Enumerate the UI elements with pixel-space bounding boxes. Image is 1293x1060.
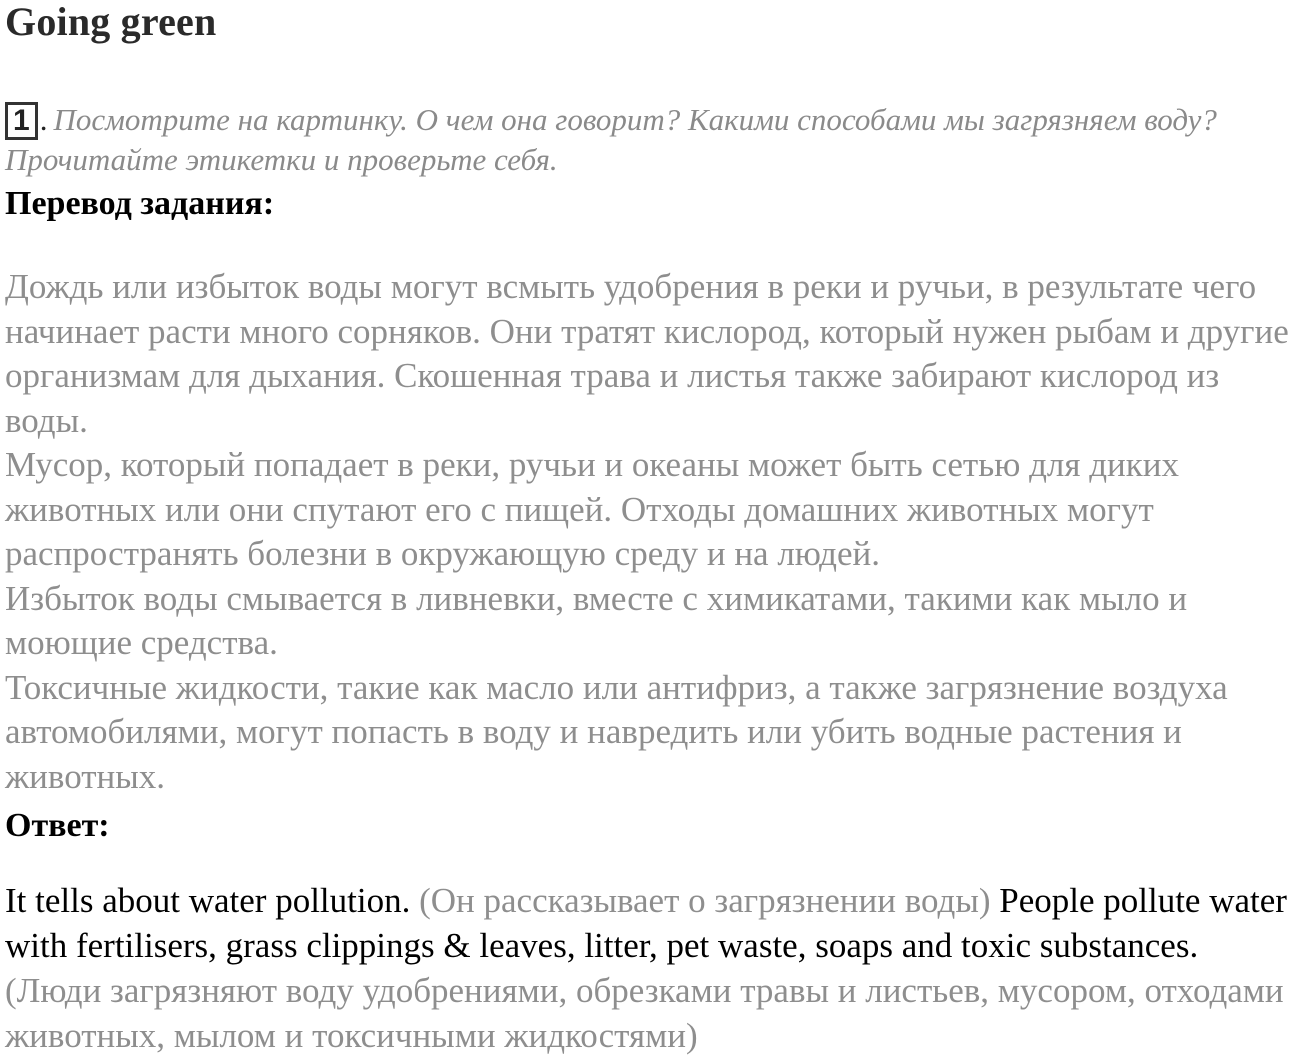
translation-paragraph: Токсичные жидкости, такие как масло или антифриз, а также загрязнение воздуха автомобилями, могут попасть в воду и навредить или убить водные растения и животных. [5,667,1228,796]
task-instruction [5,100,1285,180]
translation-paragraph: Мусор, который попадает в реки, ручьи и океаны может быть сетью для диких животных или они спутают его с пищей. Отходы домашних животных могут распространять болезни в окружающую среду и на людей. [5,445,1179,573]
answer-russian-1: (Он рассказывает о загрязнении воды) [419,881,1000,920]
translation-heading: Перевод задания: [5,185,275,222]
page-title: Going green [5,0,217,44]
task-text: Посмотрите на картинку. О чем она говорит? Какими способами мы загрязняем воду? Прочитайте этикетки и проверьте себя. [5,102,1217,177]
task-number-dot: . [39,102,48,137]
translation-paragraph: Дождь или избыток воды могут всмыть удобрения в реки и ручьи, в результате чего начинает расти много сорняков. Они тратят кислород, который нужен рыбам и другие организмам для дыхания. Скошенная трава и листья также забирают кислород из воды. [5,267,1289,440]
answer-russian-2: (Люди загрязняют воду удобрениями, обрезками травы и листьев, мусором, отходами животных, мылом и токсичными жидкостями) [5,971,1284,1055]
answer-english-1: It tells about water pollution. [5,881,420,920]
translation-paragraph: Избыток воды смывается в ливневки, вместе с химикатами, такими как мыло и моющие средства. [5,578,1188,662]
answer-heading: Ответ: [5,807,110,844]
answer-body [5,878,1293,1058]
answer-english-2: People pollute water with fertilisers, grass clippings & leaves, litter, pet waste, soaps and toxic substances. [5,881,1287,965]
translation-body [5,265,1293,799]
task-number-badge: 1 [5,102,38,140]
